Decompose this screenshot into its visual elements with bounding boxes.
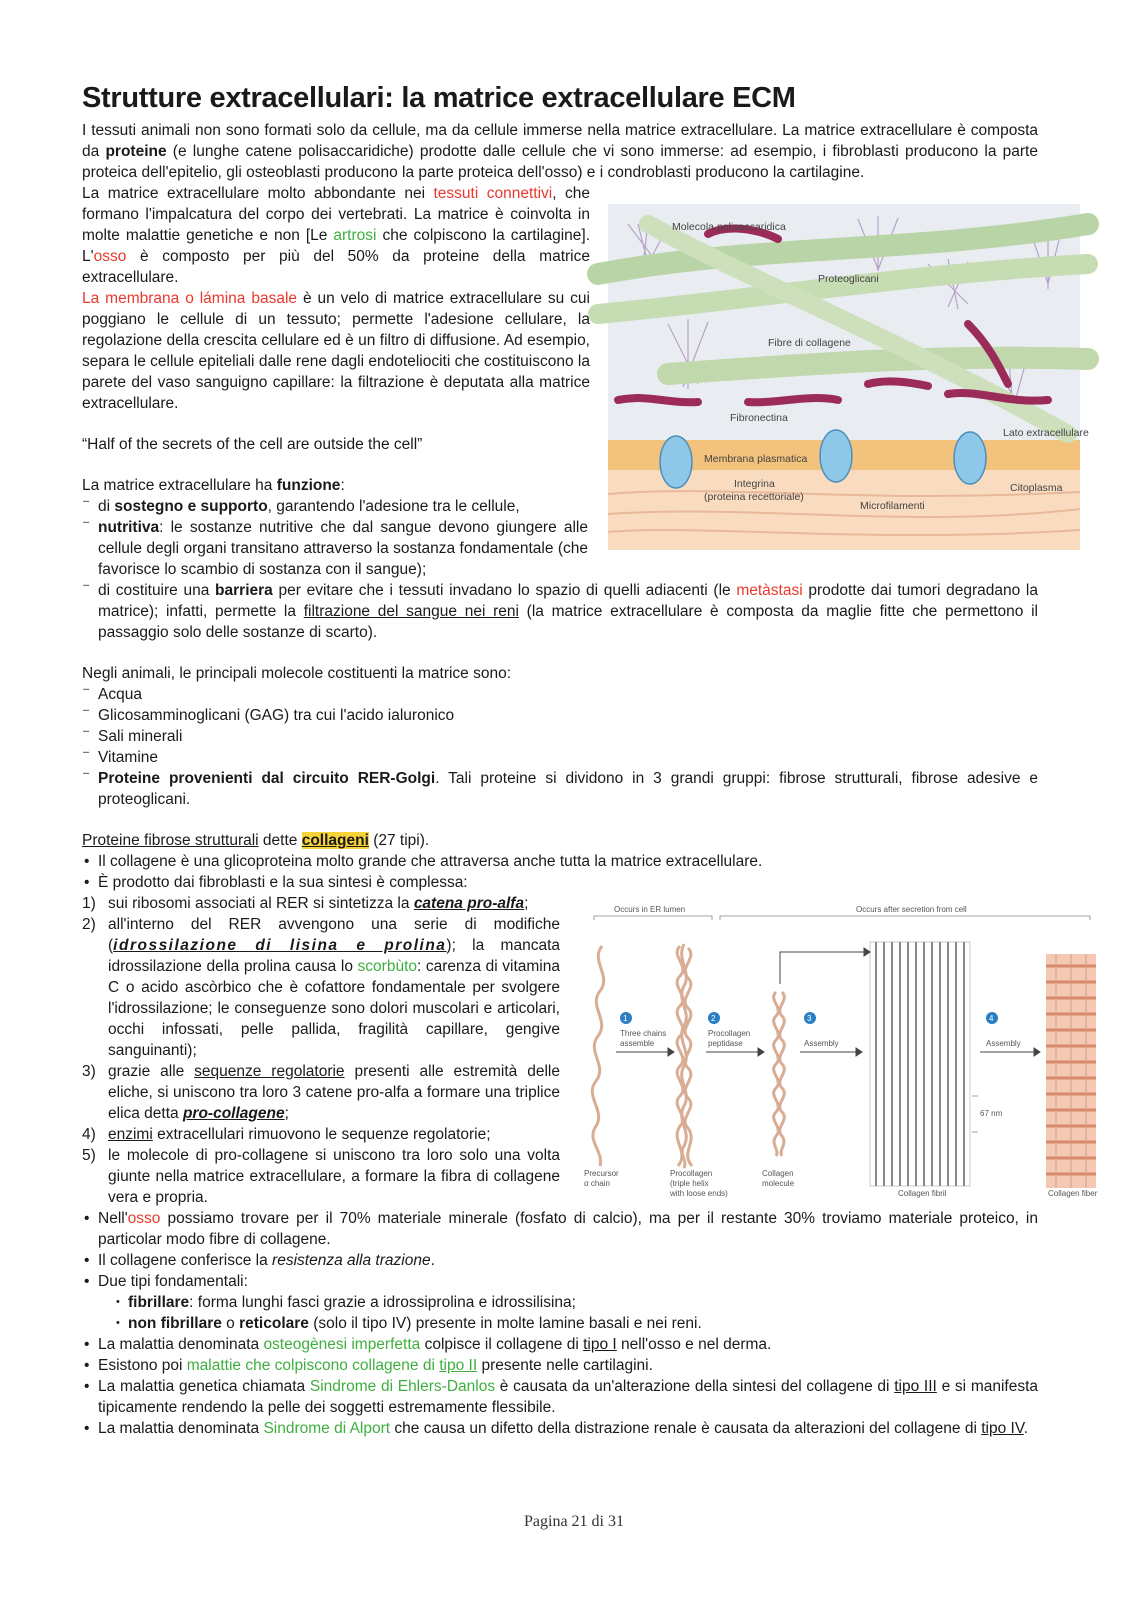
text-bold: funzione xyxy=(276,477,341,494)
text: Esistono poi xyxy=(98,1357,187,1374)
basal-lamina-paragraph xyxy=(82,288,590,414)
label-peptidase: peptidase xyxy=(708,1039,743,1048)
text: di costituire una xyxy=(98,582,216,599)
term-metastasi: metàstasi xyxy=(736,582,803,599)
text-bold: non fibrillare xyxy=(128,1315,222,1332)
molecules-list xyxy=(82,684,1038,810)
text: di xyxy=(98,498,115,515)
synthesis-steps xyxy=(82,893,560,1208)
list-item: ⁻ Acqua xyxy=(98,684,1038,705)
label-citoplasma: Citoplasma xyxy=(1010,482,1063,494)
text-bold: nutritiva xyxy=(98,519,160,536)
text: La malattia denominata xyxy=(98,1336,264,1353)
text: (e lunghe catene polisaccaridiche) prodotte dalle cellule che vi sono immerse: ad esempio, i fibroblasti producono la parte proteica dell'epitelio, gli osteoblasti producono la parte proteica dell'osso) e i condroblasti producono la cartilagine. xyxy=(82,143,1038,181)
list-item xyxy=(128,1313,1038,1334)
term-alport: Sindrome di Alport xyxy=(263,1420,391,1437)
text: dette xyxy=(258,832,302,849)
list-item xyxy=(98,1334,1038,1355)
text-bold: barriera xyxy=(215,582,273,599)
text-bold: reticolare xyxy=(239,1315,309,1332)
bracket-lines xyxy=(594,916,1090,920)
collagen-fibril xyxy=(870,942,978,1186)
label-collagen: Collagen xyxy=(762,1169,794,1178)
text: Due tipi fondamentali: xyxy=(98,1273,248,1290)
text: o xyxy=(221,1315,240,1332)
label-alpha-chain: α chain xyxy=(584,1179,610,1188)
term-osteogenesi: osteogènesi imperfetta xyxy=(263,1336,421,1353)
text-underlined: tipo II xyxy=(439,1357,478,1374)
highlighted-term: collageni xyxy=(301,832,369,849)
list-item xyxy=(98,1271,1038,1292)
collagen-types-list xyxy=(82,1292,1038,1334)
collagen-list xyxy=(82,851,1038,893)
label-precursor: Precursor xyxy=(584,1169,619,1178)
term-membrana-basale: La membrana o lámina basale xyxy=(82,290,298,307)
text: (27 tipi). xyxy=(368,832,430,849)
text: . xyxy=(1023,1420,1029,1437)
text-underlined: enzimi xyxy=(108,1126,153,1143)
text: possiamo trovare per il 70% materiale minerale (fosfato di calcio), ma per il restante 30% troviamo materiale proteico, in particolar modo fibre di collagene. xyxy=(98,1210,1038,1248)
collagen-fiber xyxy=(1046,954,1096,1188)
label-integrina: Integrina xyxy=(734,478,775,490)
step-4-number: 4 xyxy=(989,1014,994,1023)
text: Il collagene conferisce la xyxy=(98,1252,273,1269)
list-item: • Il collagene è una glicoproteina molto grande che attraversa anche tutta la matrice extracellulare. xyxy=(98,851,1038,872)
label-lato-extracellulare: Lato extracellulare xyxy=(1003,427,1089,439)
text: La malattia genetica chiamata xyxy=(98,1378,310,1395)
label-membrana-plasmatica: Membrana plasmatica xyxy=(704,453,808,465)
intro-paragraph xyxy=(82,120,1038,183)
text-bold: sostegno e supporto xyxy=(114,498,268,515)
text-bold: fibrillare xyxy=(128,1294,190,1311)
text: le molecole di pro-collagene si uniscono tra loro solo una volta giunte nella matrice extracellulare, a formare la fibra di collagene vera e propria. xyxy=(108,1147,560,1206)
list-item xyxy=(128,1292,1038,1313)
text: è un velo di matrice extracellulare su cui poggiano le cellule di un tessuto; permette l'adesione cellulare, la regolazione della crescita cellulare ed è un filtro di diffusione. Ad esempio, separa le cellule epiteliali dalle rene dagli endoteliociti che costituiscono la parete del vaso sanguigno capillare: la filtrazione è deputata alla matrice extracellulare. xyxy=(82,290,590,412)
collagen-assembly-diagram xyxy=(580,896,1100,1206)
text: La matrice extracellulare ha xyxy=(82,477,277,494)
step-item xyxy=(82,914,560,1061)
step-number: 1) xyxy=(82,895,96,912)
text: ); la mancata idrossilazione della prolina causa lo xyxy=(108,937,560,975)
page-title: Strutture extracellulari: la matrice extracellulare ECM xyxy=(82,82,796,114)
text: grazie alle xyxy=(108,1063,195,1080)
molecules-lead: Negli animali, le principali molecole costituenti la matrice sono: xyxy=(82,665,512,682)
text: è causata da un'alterazione della sintesi del collagene di xyxy=(495,1378,895,1395)
text-underlined: tipo III xyxy=(894,1378,937,1395)
text-bold-italic: catena pro-alfa xyxy=(413,895,525,912)
step-2-number: 2 xyxy=(711,1014,716,1023)
label-after-secretion: Occurs after secretion from cell xyxy=(856,905,967,914)
text: I tessuti animali non sono formati solo da cellule, ma da cellule immerse nella matrice extracellulare. La matrice extracellulare è composta da xyxy=(82,122,1038,160)
term-ehlers-danlos: Sindrome di Ehlers-Danlos xyxy=(309,1378,496,1395)
text: . Tali proteine si dividono in 3 grandi gruppi: fibrose strutturali, fibrose adesive e proteoglicani. xyxy=(98,770,1038,808)
label-fibronectina: Fibronectina xyxy=(730,412,788,424)
label-triple-helix: (triple helix xyxy=(670,1179,709,1188)
list-item xyxy=(98,1376,1038,1418)
text-underlined: filtrazione del sangue nei reni xyxy=(303,603,519,620)
label-assembly-4: Assembly xyxy=(986,1039,1021,1048)
text-bold-italic: pro-collagene xyxy=(182,1105,285,1122)
page-number: Pagina 21 di 31 xyxy=(524,1513,624,1530)
term-osso: osso xyxy=(93,248,127,265)
term-artrosi: artrosi xyxy=(333,227,377,244)
text-underlined: sequenze regolatorie xyxy=(194,1063,345,1080)
list-item: ⁻ Sali minerali xyxy=(98,726,1038,747)
text: per evitare che i tessuti invadano lo spazio di quelli adiacenti (le xyxy=(272,582,737,599)
list-item: ⁻ Glicosamminoglicani (GAG) tra cui l'acido ialuronico xyxy=(98,705,1038,726)
label-procollagen: Procollagen xyxy=(670,1169,713,1178)
label-three-chains: Three chains xyxy=(620,1029,667,1038)
list-item xyxy=(98,768,1038,810)
text: : le sostanze nutritive che dal sangue devono giungere alle cellule degli organi transitano attraverso la sostanza fondamentale (che favorisce lo scambio di sostanza con il sangue); xyxy=(98,519,588,578)
collagen-heading xyxy=(82,830,1038,851)
text: La matrice extracellulare molto abbondante nei xyxy=(82,185,434,202)
label-er-lumen: Occurs in ER lumen xyxy=(614,905,686,914)
label-assemble: assemble xyxy=(620,1039,655,1048)
list-item: ⁻ Vitamine xyxy=(98,747,1038,768)
collagen-facts-list xyxy=(82,1208,1038,1292)
step-3-number: 3 xyxy=(807,1014,812,1023)
step-item xyxy=(82,1061,560,1124)
diseases-list xyxy=(82,1334,1038,1439)
text-bold: Proteine provenienti dal circuito RER-Golgi xyxy=(98,770,436,787)
text: ; xyxy=(284,1105,289,1122)
text: : xyxy=(340,477,345,494)
text-underlined: tipo I xyxy=(583,1336,617,1353)
text: , garantendo l'adesione tra le cellule, xyxy=(267,498,520,515)
text: , che formano l'impalcatura del corpo dei vertebrati. La matrice è coinvolta in molte malattie genetiche e non [Le xyxy=(82,185,590,244)
text: (la matrice extracellulare è composta da maglie fitte che permettono il passaggio solo delle sostanze di scarto). xyxy=(98,603,1038,641)
step-1-number: 1 xyxy=(623,1014,628,1023)
connective-paragraph xyxy=(82,183,590,288)
quote: “Half of the secrets of the cell are outside the cell” xyxy=(82,436,423,453)
list-item xyxy=(98,517,588,580)
term-scorbuto: scorbùto xyxy=(357,958,417,975)
term-osso: osso xyxy=(127,1210,161,1227)
step-item xyxy=(82,1124,560,1145)
collagen-molecule xyxy=(774,992,785,1156)
list-item xyxy=(98,1208,1038,1250)
procollagen-helix xyxy=(677,944,692,1168)
term-malattie-tipo-ii: malattie che colpiscono collagene di xyxy=(186,1357,440,1374)
label-polisaccaridica: Molecola polisaccaridica xyxy=(672,221,786,233)
list-item xyxy=(98,1355,1038,1376)
label-loose-ends: with loose ends) xyxy=(670,1189,728,1198)
label-67nm: 67 nm xyxy=(980,1109,1003,1118)
list-item xyxy=(98,580,1038,643)
text: all'interno del RER avvengono una serie di modifiche ( xyxy=(108,916,560,954)
text: : forma lunghi fasci grazie a idrossiprolina e idrossilisina; xyxy=(189,1294,576,1311)
text: . xyxy=(430,1252,435,1269)
list-item xyxy=(98,1418,1038,1439)
label-microfilamenti: Microfilamenti xyxy=(860,500,925,512)
text: che colpiscono la cartilagine]. L' xyxy=(82,227,590,265)
text: sui ribosomi associati al RER si sintetizza la xyxy=(108,895,414,912)
text: (solo il tipo IV) presente in molte lamine basali e nei reni. xyxy=(308,1315,702,1332)
label-assembly-3: Assembly xyxy=(804,1039,839,1048)
text: è composto per più del 50% da proteine della matrice extracellulare. xyxy=(82,248,590,286)
label-molecule: molecule xyxy=(762,1179,795,1188)
label-proteoglicani: Proteoglicani xyxy=(818,273,879,285)
term-tessuti-connettivi: tessuti connettivi xyxy=(433,185,553,202)
label-proteina-recettoriale: (proteina recettoriale) xyxy=(704,491,804,503)
step-item xyxy=(82,1145,560,1208)
text-underlined: tipo IV xyxy=(981,1420,1024,1437)
step-number: 2) xyxy=(82,916,96,933)
text: : carenza di vitamina C o acido ascòrbico che è cofattore fondamentale per svolgere l'idrossilazione; le conseguenze sono dolori muscolari e articolari, occhi infossati, pelle pallida, fragilità capillare, gengive sanguinanti); xyxy=(108,958,560,1059)
label-collagen-fiber: Collagen fiber xyxy=(1048,1189,1098,1198)
text: Nell' xyxy=(98,1210,128,1227)
precursor-chain xyxy=(592,946,603,1166)
list-item: • È prodotto dai fibroblasti e la sua sintesi è complessa: xyxy=(98,872,1038,893)
text: che causa un difetto della distrazione renale è causata da alterazioni del collagene di xyxy=(390,1420,982,1437)
text-underlined: Proteine fibrose strutturali xyxy=(82,832,259,849)
label-procollagen-step: Procollagen xyxy=(708,1029,751,1038)
text-italic: resistenza alla trazione xyxy=(272,1252,431,1269)
text-bold: proteine xyxy=(105,143,167,160)
text-bold-italic: idrossilazione di lisina e prolina xyxy=(113,937,447,954)
text: e si manifesta tipicamente rendendo la pelle dei soggetti estremamente flessibile. xyxy=(98,1378,1039,1416)
text: presente nelle cartilagini. xyxy=(477,1357,653,1374)
text: extracellulari rimuovono le sequenze regolatorie; xyxy=(152,1126,491,1143)
label-collagen-fibril: Collagen fibril xyxy=(898,1189,947,1198)
step-number: 5) xyxy=(82,1147,96,1164)
text: nell'osso e nel derma. xyxy=(616,1336,772,1353)
ecm-illustration xyxy=(608,204,1089,550)
step-number: 4) xyxy=(82,1126,96,1143)
list-item xyxy=(98,1250,1038,1271)
text: ; xyxy=(524,895,529,912)
text: La malattia denominata xyxy=(98,1420,264,1437)
step-number: 3) xyxy=(82,1063,96,1080)
text: presenti alle estremità delle eliche, si uniscono tra loro 3 catene pro-alfa a formare una triplice elica detta xyxy=(108,1063,560,1122)
list-item xyxy=(98,496,588,517)
label-fibre-collagene: Fibre di collagene xyxy=(768,337,851,349)
text: prodotte dai tumori degradano la matrice); infatti, permette la xyxy=(98,582,1038,620)
step-item xyxy=(82,893,560,914)
text: colpisce il collagene di xyxy=(420,1336,584,1353)
